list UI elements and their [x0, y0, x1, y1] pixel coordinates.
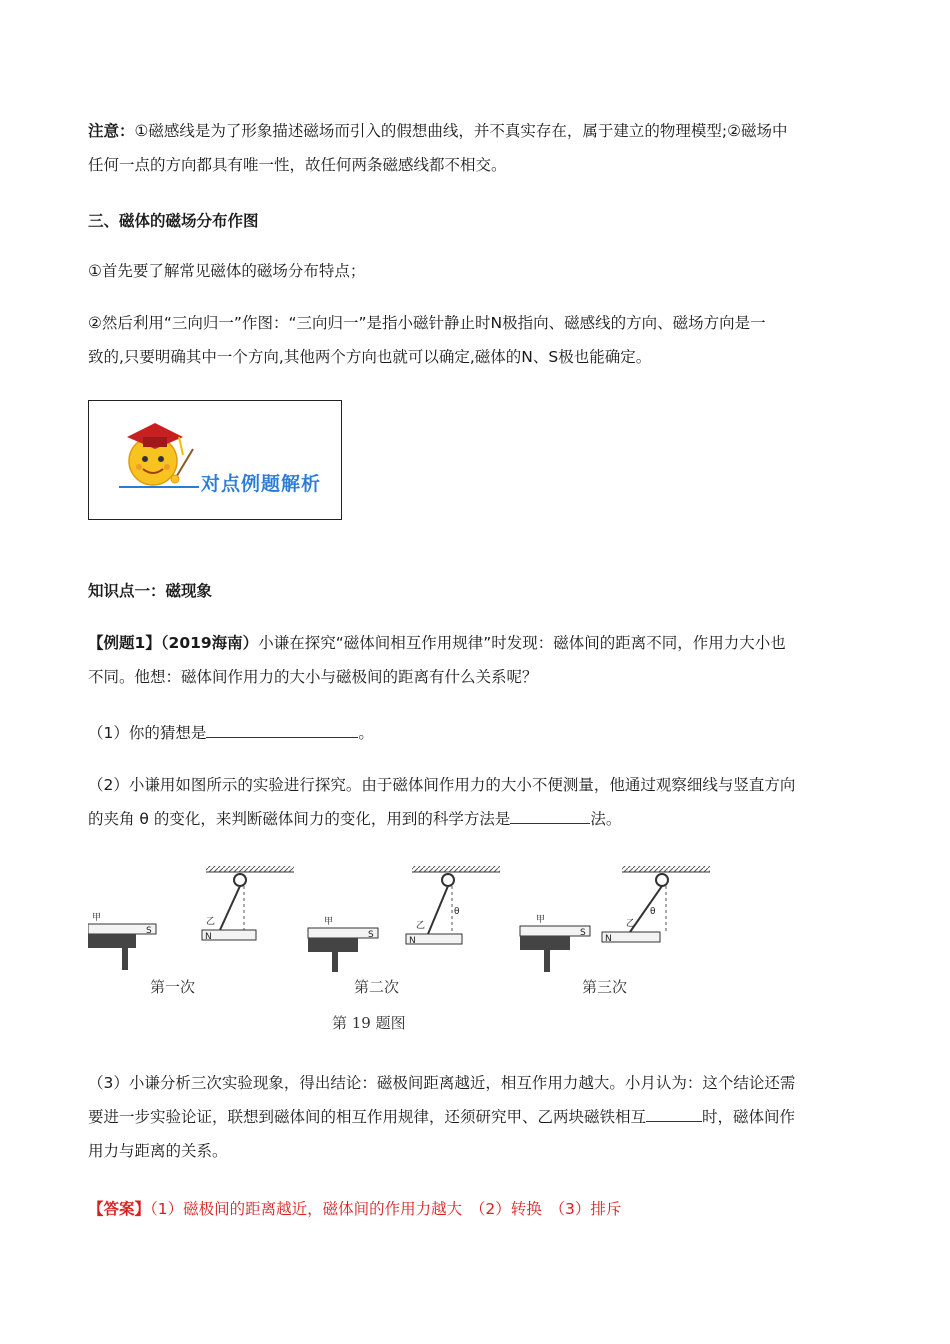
- q3-blank: [646, 1103, 702, 1122]
- p3-angle: θ: [650, 907, 656, 917]
- p1-label-a: 甲: [92, 913, 102, 923]
- q2-line1: （2）小谦用如图所示的实验进行探究。由于磁体间作用力的大小不便测量，他通过观察细线与竖直方向: [88, 776, 796, 794]
- section3-item2: [88, 306, 868, 374]
- question-3: [88, 1066, 868, 1168]
- knowledge-heading: 知识点一：磁现象: [88, 582, 213, 600]
- p3-pole-s: S: [580, 928, 586, 938]
- note-label: 注意：: [88, 122, 135, 140]
- q1-blank: [206, 719, 358, 738]
- banner-underline: [119, 486, 199, 488]
- example-line1: 小谦在探究“磁体间相互作用规律”时发现：磁体间的距离不同，作用力大小也: [258, 634, 786, 652]
- p2-label-a: 甲: [324, 917, 334, 927]
- panel-1: [88, 866, 294, 996]
- section3-heading: 三、磁体的磁场分布作图: [88, 212, 259, 230]
- example-tag: 【例题1】: [88, 634, 161, 652]
- section3-item2-line2: 致的,只要明确其中一个方向,其他两个方向也就可以确定,磁体的N、S极也能确定。: [88, 348, 652, 366]
- p1-label-b: 乙: [206, 917, 216, 927]
- question-2: [88, 768, 868, 836]
- q2-line2-suffix: 法。: [590, 810, 622, 828]
- panel-3-label: 第三次: [582, 978, 628, 996]
- p2-label-b: 乙: [416, 921, 426, 931]
- q2-line2-prefix: 的夹角 θ 的变化，来判断磁体间力的变化，用到的科学方法是: [88, 810, 511, 828]
- example-source: （2019海南）: [160, 634, 259, 652]
- q2-blank: [510, 805, 590, 824]
- note-paragraph: [88, 114, 868, 182]
- panel-2-label: 第二次: [354, 978, 400, 996]
- question-1: [88, 716, 868, 750]
- example-intro: [88, 626, 868, 694]
- section3-item2-line1: ②然后利用“三向归一”作图：“三向归一”是指小磁针静止时N极指向、磁感线的方向、磁场方向是一: [88, 314, 766, 332]
- panel-1-label: 第一次: [150, 978, 196, 996]
- answer-tag: 【答案】: [88, 1200, 151, 1218]
- q1-prefix: （1）你的猜想是: [88, 724, 207, 742]
- note-line1: ①磁感线是为了形象描述磁场而引入的假想曲线，并不真实存在，属于建立的物理模型;②磁场中: [134, 122, 788, 140]
- p1-pole-s: S: [146, 926, 152, 936]
- p3-pole-n: N: [605, 934, 612, 944]
- p2-pole-n: N: [409, 936, 416, 946]
- example-banner: [88, 400, 342, 520]
- q1-suffix: 。: [358, 724, 374, 742]
- panel-2: [308, 866, 500, 996]
- p2-angle: θ: [454, 907, 460, 917]
- example-line2: 不同。他想：磁体间作用力的大小与磁极间的距离有什么关系呢？: [88, 668, 538, 686]
- q3-line1: （3）小谦分析三次实验现象，得出结论：磁极间距离越近，相互作用力越大。小月认为：这个结论还需: [88, 1074, 796, 1092]
- q3-line2-suffix: 时，磁体间作: [702, 1108, 796, 1126]
- section3-item1: ①首先要了解常见磁体的磁场分布特点；: [88, 262, 366, 280]
- note-line2: 任何一点的方向都具有唯一性，故任何两条磁感线都不相交。: [88, 156, 507, 174]
- q3-line3: 用力与距离的关系。: [88, 1142, 228, 1160]
- q3-line2-prefix: 要进一步实验论证，联想到磁体间的相互作用规律，还须研究甲、乙两块磁铁相互: [88, 1108, 647, 1126]
- experiment-figure: [88, 858, 718, 1038]
- p1-pole-n: N: [205, 932, 212, 942]
- answer-text: （1）磁极间的距离越近，磁体间的作用力越大 （2）转换 （3）排斥: [150, 1200, 622, 1218]
- p3-label-a: 甲: [536, 915, 546, 925]
- panel-3: [520, 866, 710, 996]
- p3-label-b: 乙: [626, 919, 636, 929]
- figure-caption: 第 19 题图: [332, 1014, 406, 1032]
- banner-title: 对点例题解析: [201, 473, 322, 495]
- answer: [88, 1192, 868, 1226]
- p2-pole-s: S: [368, 930, 374, 940]
